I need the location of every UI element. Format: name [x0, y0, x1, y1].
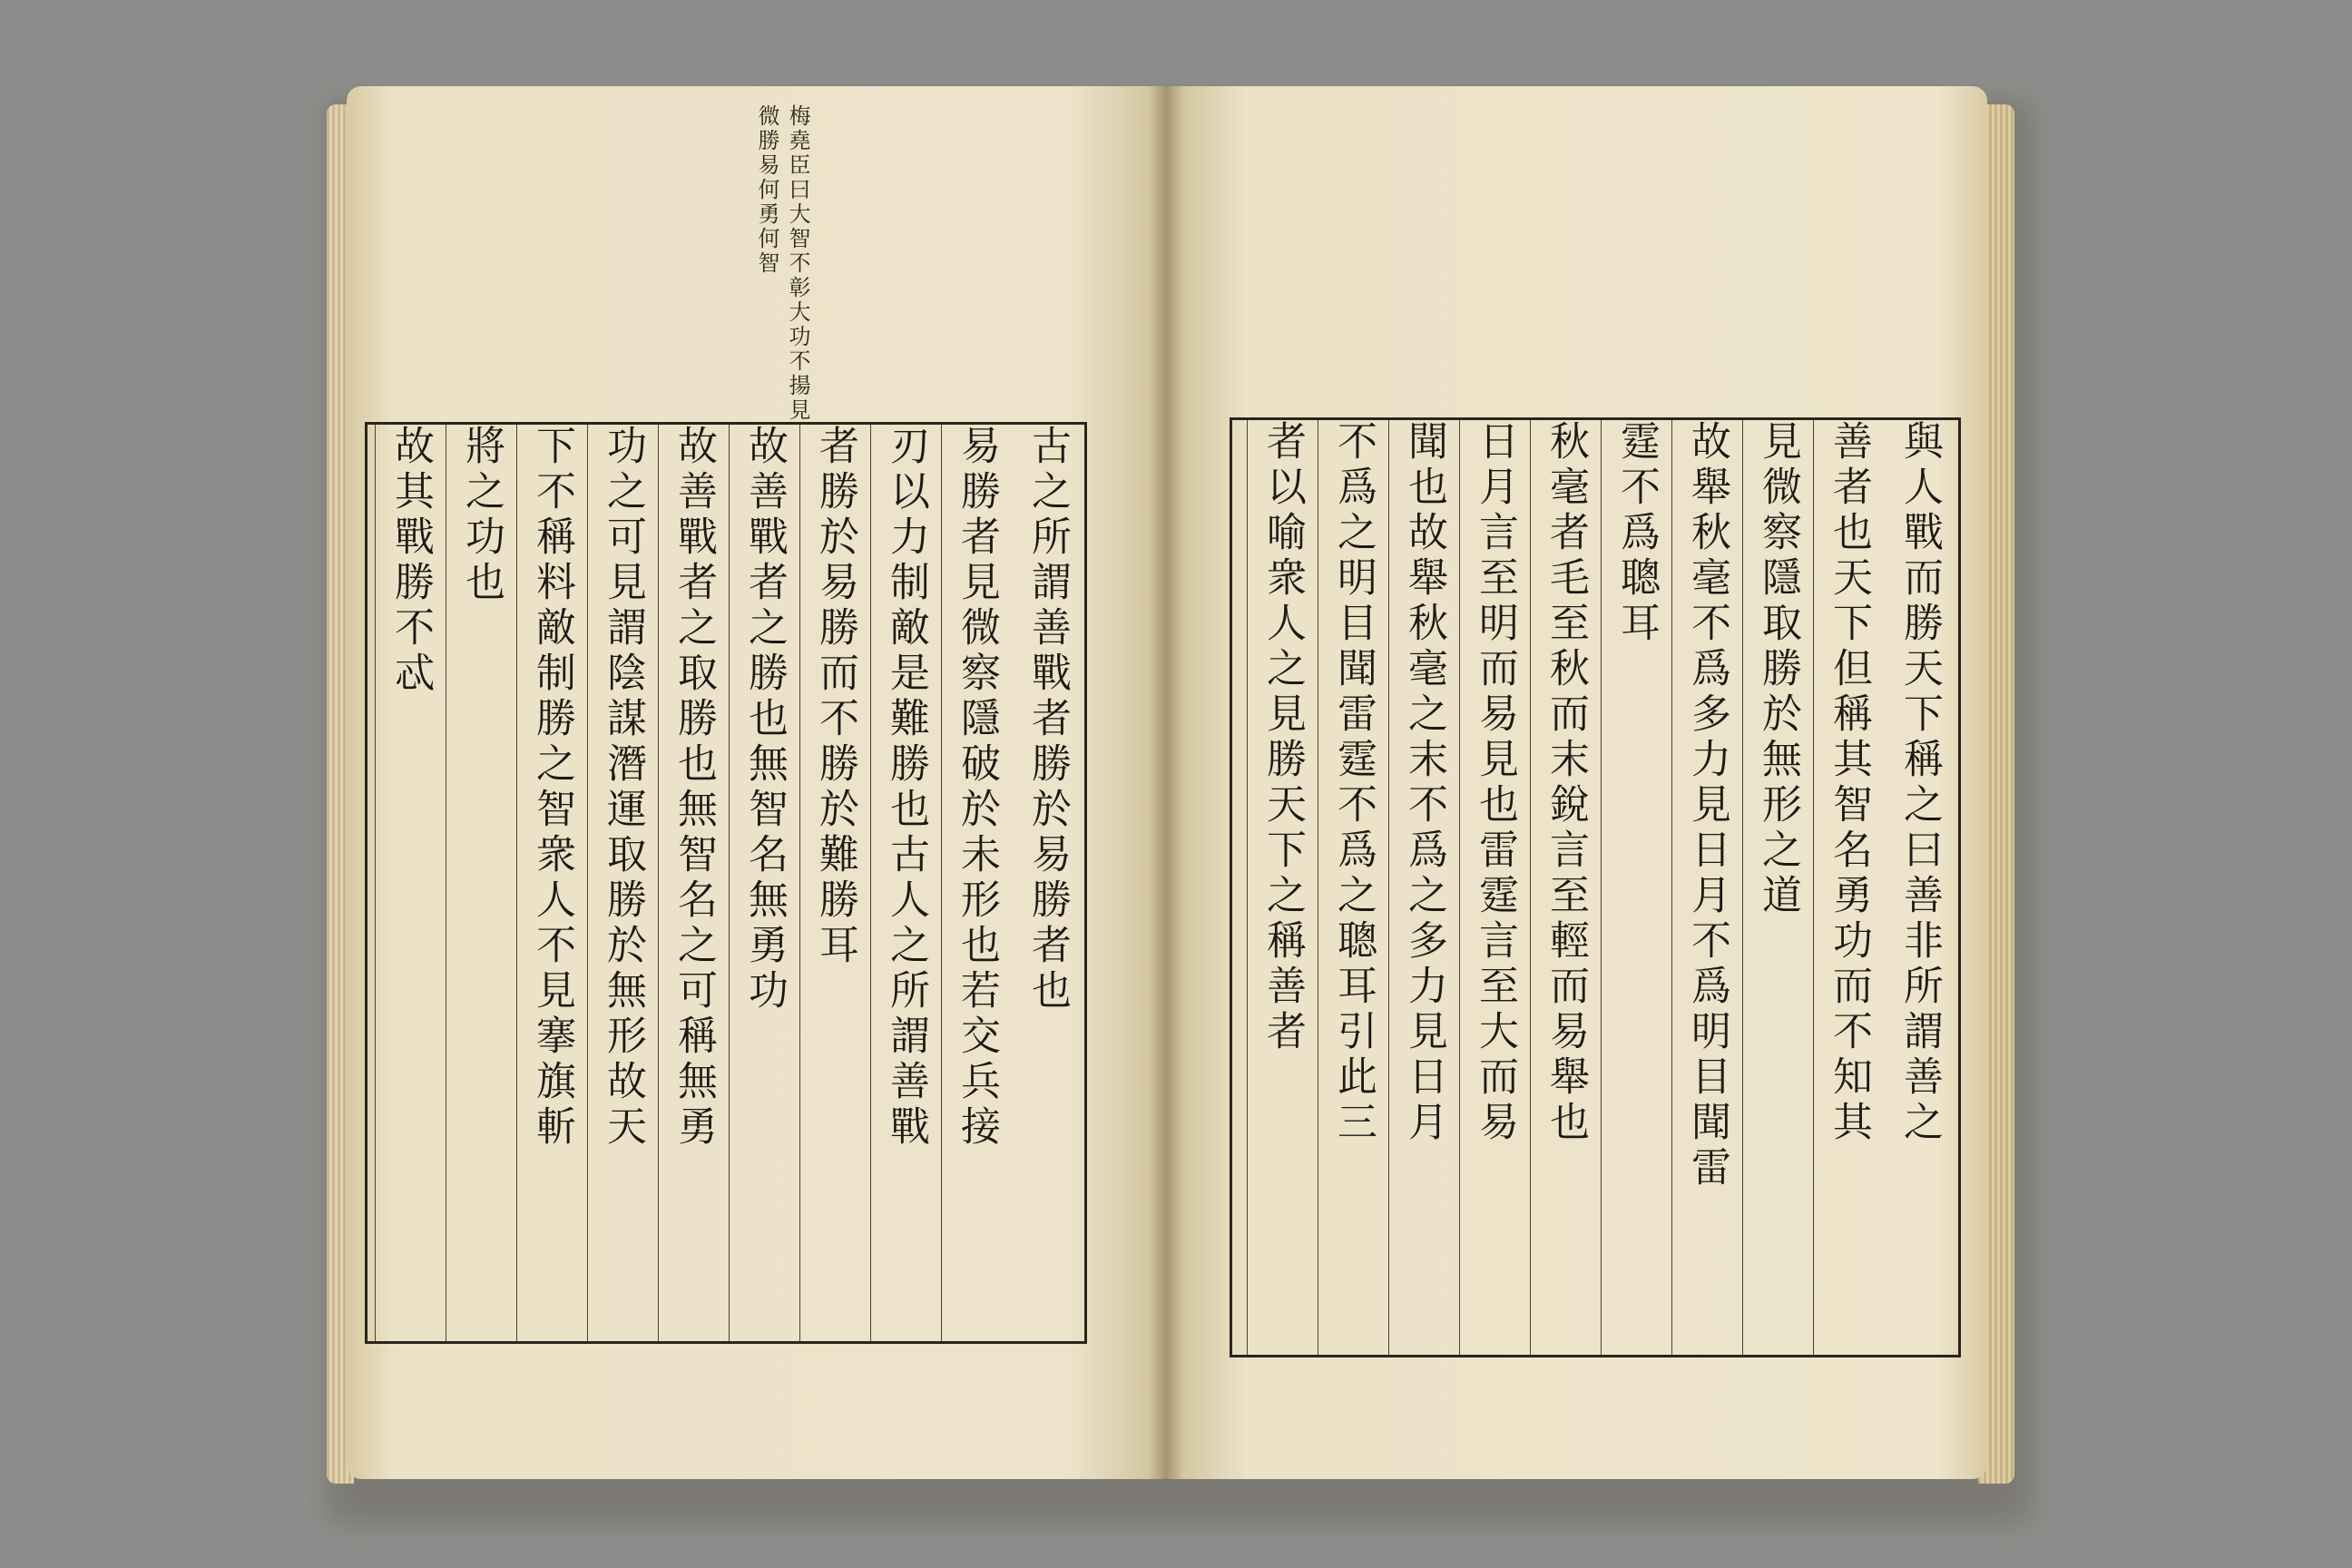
- left-text-frame: [365, 422, 1087, 1344]
- text-column: [1388, 420, 1459, 1355]
- column-text: 日月言至明而易見也雷霆言至大而易: [1472, 420, 1518, 1146]
- column-text: 見微察隱取勝於無形之道: [1755, 420, 1801, 919]
- column-text: 不爲之明目聞雷霆不爲之聰耳引此三: [1330, 420, 1377, 1146]
- text-column: [799, 425, 870, 1341]
- column-text: 故其戰勝不忒: [387, 425, 434, 697]
- text-column: [1671, 420, 1742, 1355]
- column-text: 與人戰而勝天下稱之曰善非所謂善之: [1896, 420, 1943, 1146]
- text-column: [587, 425, 658, 1341]
- text-column: [446, 425, 516, 1341]
- column-text: 故善戰者之勝也無智名無勇功: [741, 425, 788, 1014]
- left-page: [347, 86, 1166, 1479]
- column-text: 善者也天下但稱其智名勇功而不知其: [1826, 420, 1872, 1146]
- text-column: [1012, 425, 1083, 1341]
- annotation-line-1: 梅堯臣曰大智不彰大功不揚見: [785, 104, 810, 423]
- text-column: [870, 425, 941, 1341]
- book-gutter: [1148, 86, 1184, 1479]
- column-text: 者勝於易勝而不勝於難勝耳: [812, 425, 858, 969]
- text-column: [516, 425, 587, 1341]
- column-text: 霆不爲聰耳: [1613, 420, 1660, 647]
- text-column: [1813, 420, 1884, 1355]
- column-text: 易勝者見微察隱破於未形也若交兵接: [954, 425, 1000, 1151]
- text-column: [1601, 420, 1671, 1355]
- column-text: 下不稱料敵制勝之智衆人不見搴旗斬: [529, 425, 575, 1151]
- column-text: 者以喻衆人之見勝天下之稱善者: [1259, 420, 1306, 1055]
- text-column: [1318, 420, 1388, 1355]
- text-column: [941, 425, 1012, 1341]
- column-text: 故舉秋毫不爲多力見日月不爲明目聞雷: [1684, 420, 1730, 1191]
- text-column: [658, 425, 729, 1341]
- right-page: [1166, 86, 1987, 1479]
- column-text: 故善戰者之取勝也無智名之可稱無勇: [671, 425, 717, 1151]
- text-column: [729, 425, 799, 1341]
- text-column: [1742, 420, 1813, 1355]
- open-book: [327, 86, 2014, 1502]
- column-text: 秋毫者毛至秋而末銳言至輕而易舉也: [1543, 420, 1589, 1146]
- text-column: [1247, 420, 1318, 1355]
- column-text: 聞也故舉秋毫之末不爲之多力見日月: [1401, 420, 1447, 1146]
- column-text: 刃以力制敵是難勝也古人之所謂善戰: [883, 425, 929, 1151]
- text-column: [1884, 420, 1955, 1355]
- annotation-line-2: 微勝易何勇何智: [754, 104, 779, 276]
- right-text-frame: [1230, 417, 1961, 1357]
- text-column: [375, 425, 446, 1341]
- text-column: [1459, 420, 1530, 1355]
- column-text: 將之功也: [458, 425, 505, 606]
- column-text: 功之可見謂陰謀潛運取勝於無形故天: [600, 425, 646, 1151]
- text-column: [1530, 420, 1601, 1355]
- column-text: 古之所謂善戰者勝於易勝者也: [1024, 425, 1071, 1014]
